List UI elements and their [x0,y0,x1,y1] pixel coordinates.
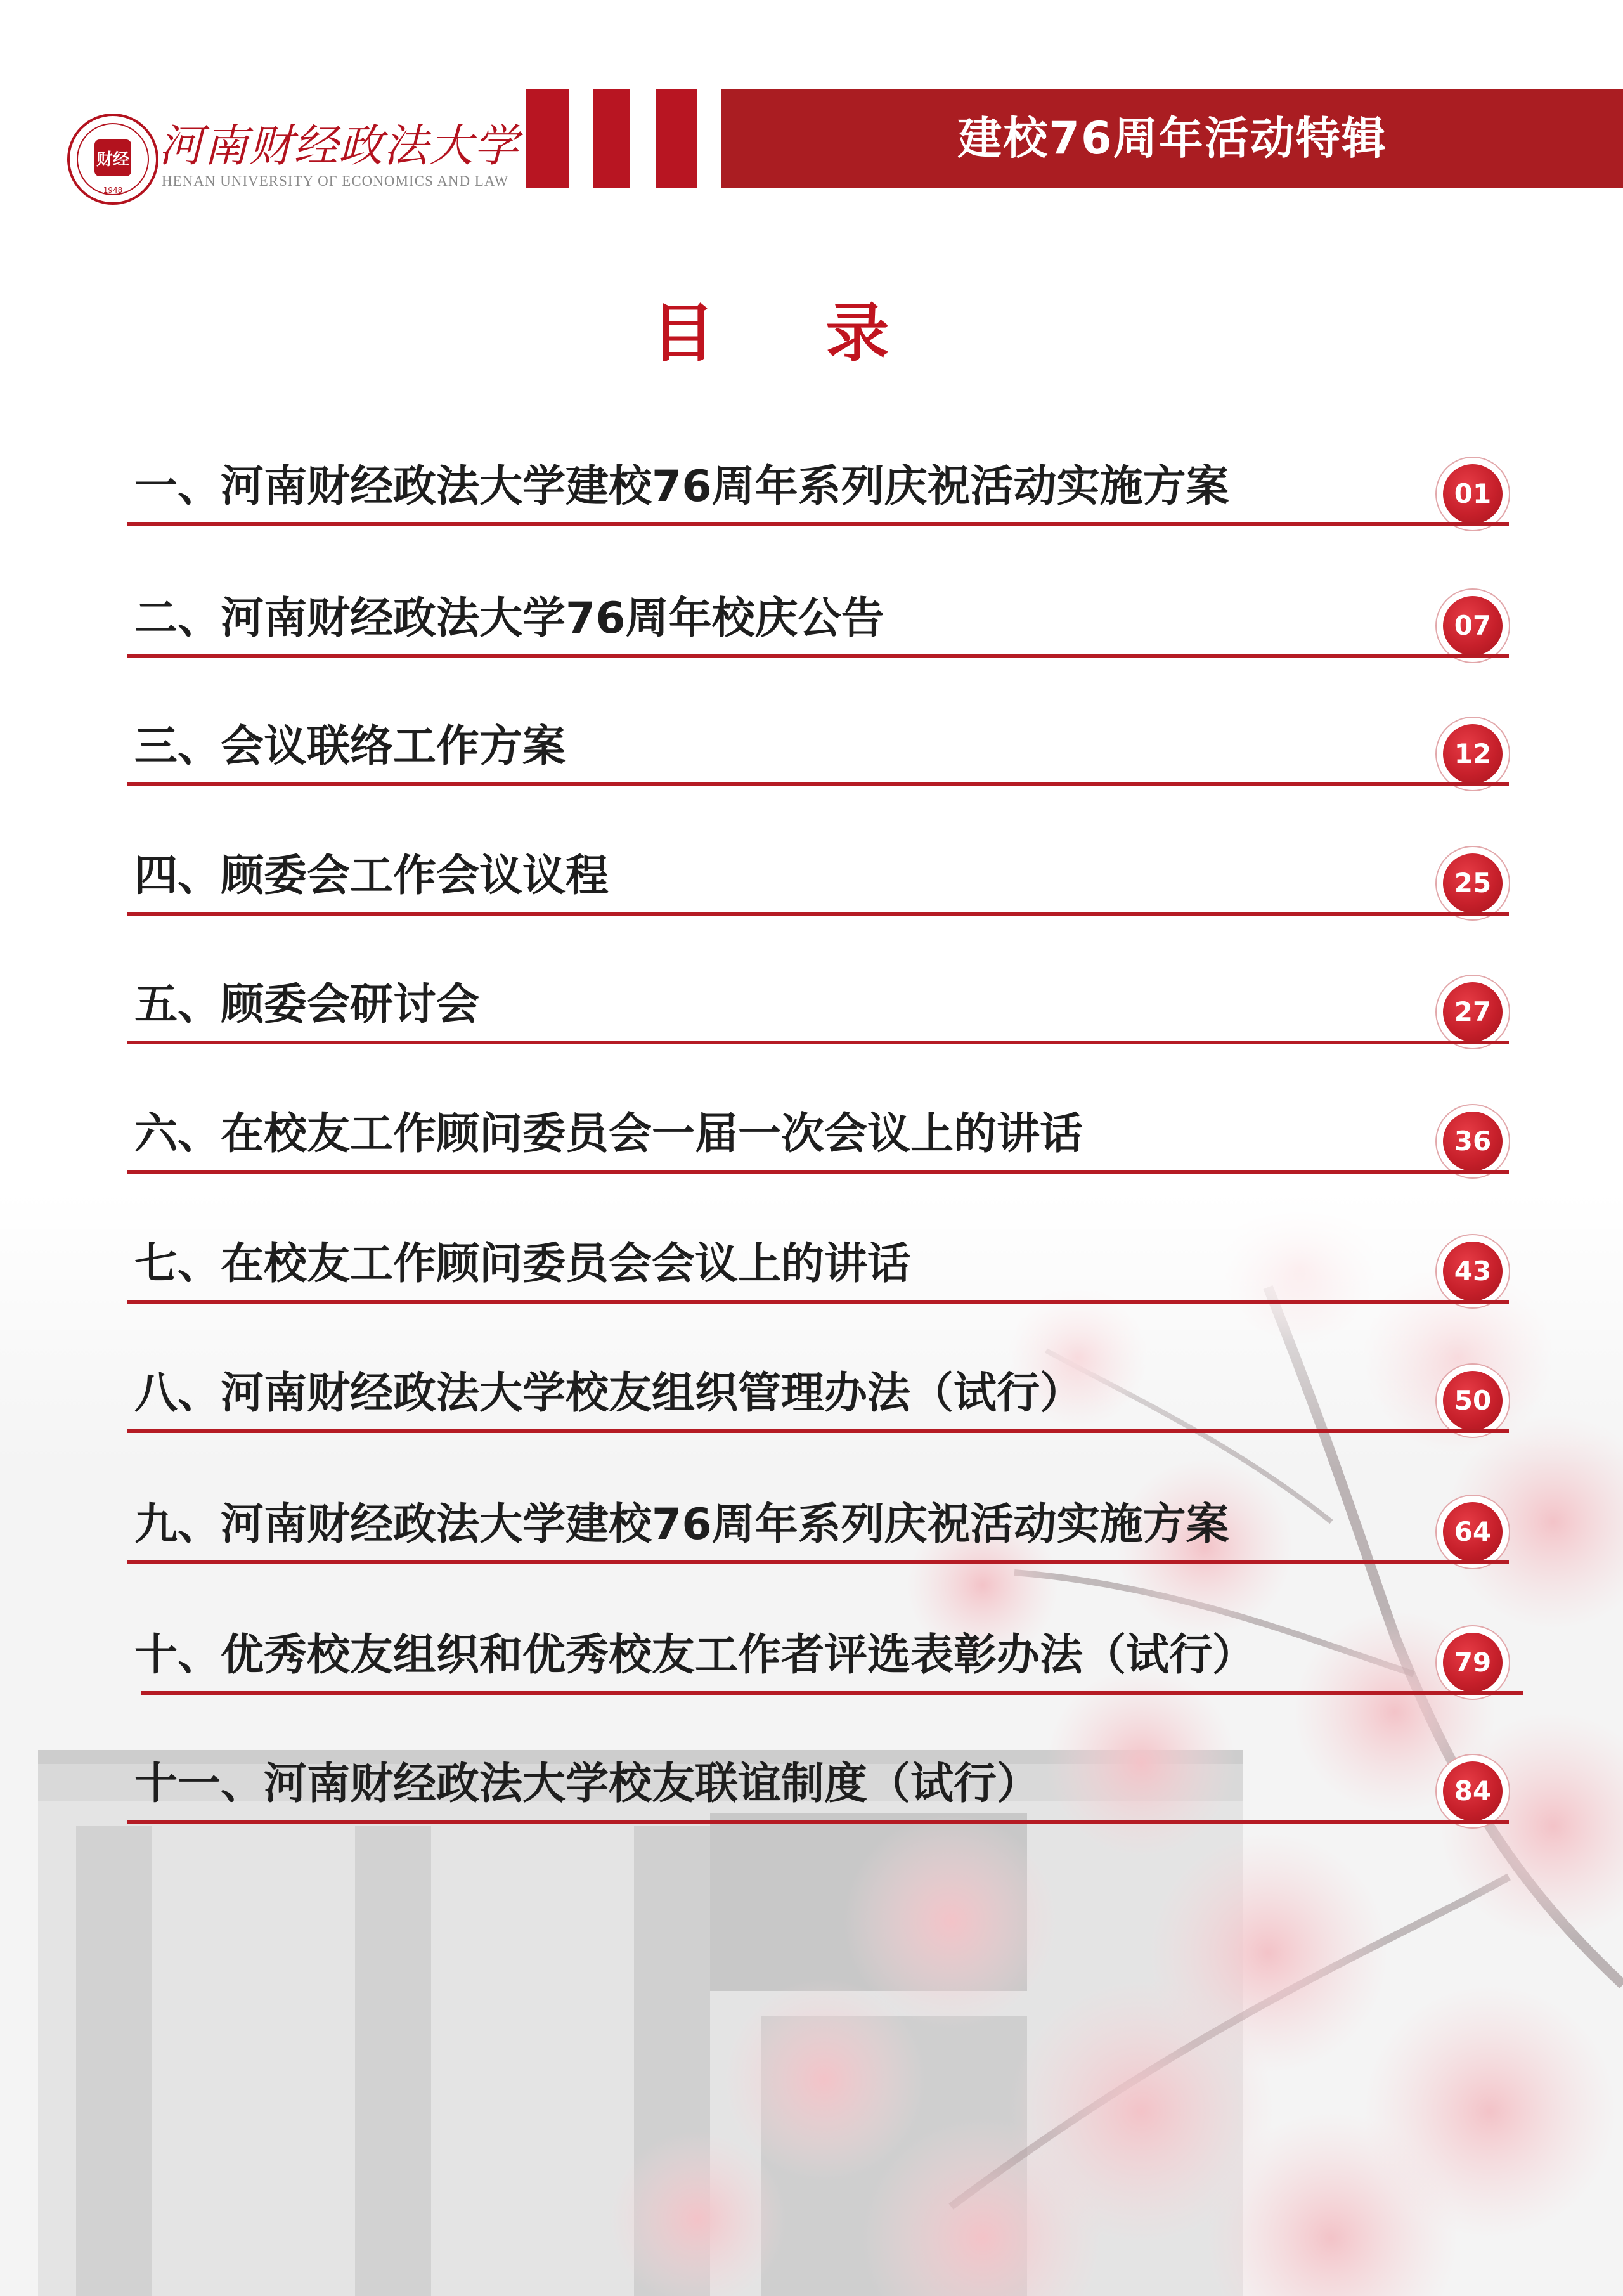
toc-item[interactable] [0,1620,1623,1696]
toc-underline [127,654,1509,658]
toc-underline [127,1560,1509,1564]
university-name-cn: 河南财经政法大学 [158,120,519,172]
toc-item[interactable] [0,583,1623,659]
toc-item[interactable] [0,970,1623,1046]
page-number-badge [1435,1234,1510,1309]
toc-item-label: 二、河南财经政法大学76周年校庆公告 [134,593,884,644]
page-number: 64 [1443,1502,1503,1562]
page-number: 07 [1443,596,1503,656]
toc-item[interactable] [0,1358,1623,1434]
page-number-badge [1435,1625,1510,1700]
page-number: 43 [1443,1242,1503,1301]
page-number: 01 [1443,464,1503,524]
toc-underline [127,782,1509,786]
page-number-badge [1435,588,1510,663]
page-number: 84 [1443,1761,1503,1821]
page-number: 79 [1443,1633,1503,1692]
page-number-badge [1435,1754,1510,1829]
university-seal-icon [67,113,159,205]
toc-item-label: 一、河南财经政法大学建校76周年系列庆祝活动实施方案 [134,462,1229,512]
header-banner [721,89,1623,188]
toc-item-label: 十、优秀校友组织和优秀校友工作者评选表彰办法（试行） [134,1630,1256,1680]
toc-underline [127,912,1509,916]
toc-underline [127,1820,1509,1824]
toc-item-label: 五、顾委会研讨会 [134,980,480,1030]
page-number-badge [1435,1104,1510,1179]
page-number-badge [1435,1495,1510,1569]
toc-item-label: 九、河南财经政法大学建校76周年系列庆祝活动实施方案 [134,1500,1229,1550]
header-decor-bar-1 [526,89,569,188]
page-number-badge [1435,457,1510,531]
toc-item-label: 十一、河南财经政法大学校友联谊制度（试行） [134,1759,1040,1809]
toc-underline [127,1041,1509,1044]
toc-item-label: 七、在校友工作顾问委员会会议上的讲话 [134,1239,911,1289]
header-decor-bar-2 [593,89,630,188]
page-number: 50 [1443,1371,1503,1430]
page-number: 12 [1443,724,1503,784]
header-decor-bar-3 [656,89,697,188]
page-number: 27 [1443,982,1503,1042]
page-number-badge [1435,1363,1510,1438]
page-number: 25 [1443,853,1503,913]
toc-item[interactable] [0,841,1623,917]
toc-underline [127,1429,1509,1433]
toc-item-label: 四、顾委会工作会议议程 [134,851,609,901]
toc-underline [127,1300,1509,1304]
toc-item-label: 三、会议联络工作方案 [134,722,566,772]
page-number-badge [1435,975,1510,1049]
toc-item[interactable] [0,711,1623,788]
banner-title: 建校76周年活动特辑 [957,112,1387,164]
toc-item-label: 六、在校友工作顾问委员会一届一次会议上的讲话 [134,1109,1083,1159]
toc-item[interactable] [0,1749,1623,1825]
toc-item[interactable] [0,1489,1623,1566]
page-number-badge [1435,846,1510,921]
toc-item-label: 八、河南财经政法大学校友组织管理办法（试行） [134,1368,1083,1418]
page-number: 36 [1443,1112,1503,1171]
toc-item[interactable] [0,451,1623,528]
seal-year: 1948 [103,186,123,195]
toc-item[interactable] [0,1229,1623,1305]
seal-text: 财经 [96,150,130,169]
toc-underline [127,522,1509,526]
toc-item[interactable] [0,1099,1623,1175]
toc-underline [127,1170,1509,1174]
toc-underline [141,1691,1523,1695]
toc-title: 目 录 [651,296,934,370]
page-number-badge [1435,717,1510,791]
university-name-en: HENAN UNIVERSITY OF ECONOMICS AND LAW [162,173,509,189]
